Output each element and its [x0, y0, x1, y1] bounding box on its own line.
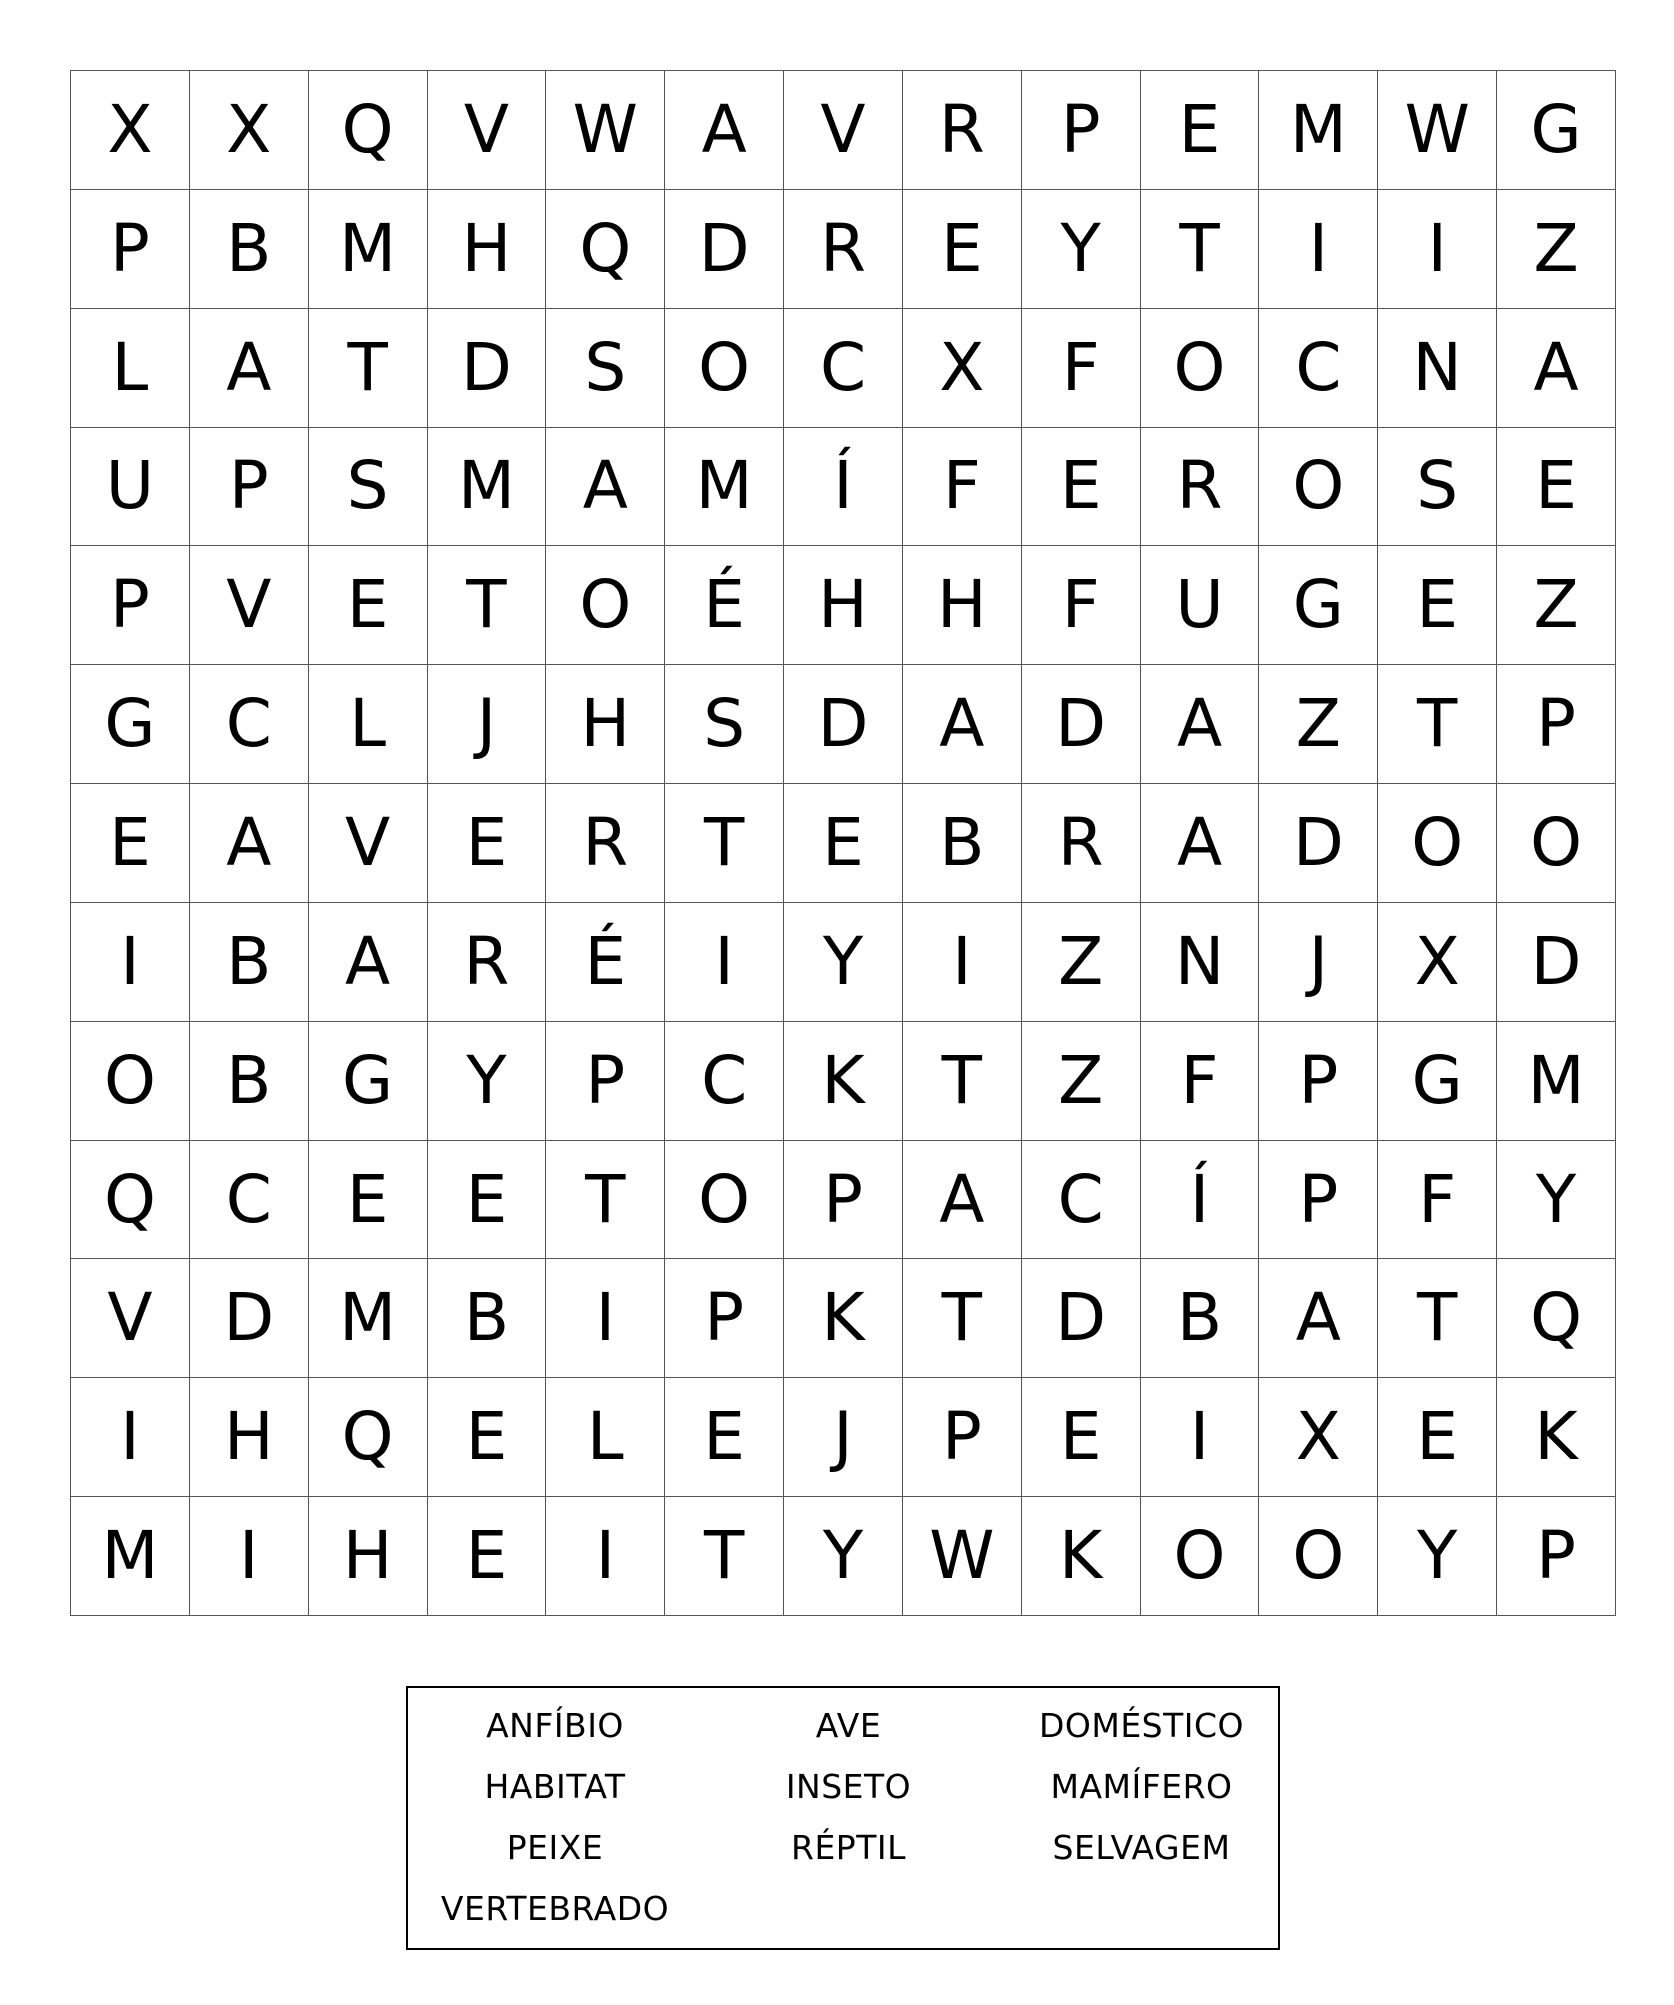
grid-cell[interactable]: Y: [1497, 1141, 1616, 1260]
grid-cell[interactable]: Z: [1259, 665, 1378, 784]
grid-cell[interactable]: Z: [1497, 190, 1616, 309]
grid-cell[interactable]: B: [190, 190, 309, 309]
grid-cell[interactable]: L: [309, 665, 428, 784]
grid-cell[interactable]: Y: [1378, 1497, 1497, 1616]
grid-cell[interactable]: É: [665, 546, 784, 665]
word-list-item: SELVAGEM: [1052, 1828, 1231, 1867]
grid-cell[interactable]: C: [1022, 1141, 1141, 1260]
grid-cell[interactable]: E: [903, 190, 1022, 309]
grid-cell[interactable]: D: [1022, 1259, 1141, 1378]
grid-cell[interactable]: P: [546, 1022, 665, 1141]
grid-cell[interactable]: T: [665, 784, 784, 903]
grid-cell[interactable]: Y: [1022, 190, 1141, 309]
grid-cell[interactable]: I: [546, 1259, 665, 1378]
grid-cell[interactable]: P: [1259, 1141, 1378, 1260]
grid-cell[interactable]: O: [546, 546, 665, 665]
grid-cell[interactable]: H: [546, 665, 665, 784]
word-list-item: INSETO: [785, 1767, 912, 1806]
grid-cell[interactable]: M: [71, 1497, 190, 1616]
word-list-item: PEIXE: [506, 1828, 604, 1867]
grid-cell[interactable]: C: [665, 1022, 784, 1141]
grid-cell[interactable]: T: [665, 1497, 784, 1616]
grid-cell[interactable]: H: [190, 1378, 309, 1497]
grid-cell[interactable]: G: [1378, 1022, 1497, 1141]
grid-cell[interactable]: F: [1378, 1141, 1497, 1260]
grid-cell[interactable]: U: [1141, 546, 1260, 665]
grid-cell[interactable]: L: [71, 309, 190, 428]
grid-cell[interactable]: P: [1497, 1497, 1616, 1616]
grid-cell[interactable]: O: [1497, 784, 1616, 903]
grid-cell[interactable]: O: [665, 309, 784, 428]
grid-cell[interactable]: F: [1141, 1022, 1260, 1141]
grid-cell[interactable]: Z: [1022, 903, 1141, 1022]
grid-cell[interactable]: Y: [428, 1022, 547, 1141]
grid-cell[interactable]: G: [1497, 71, 1616, 190]
grid-cell[interactable]: O: [1141, 309, 1260, 428]
grid-cell[interactable]: I: [71, 1378, 190, 1497]
grid-cell[interactable]: I: [665, 903, 784, 1022]
grid-cell[interactable]: L: [546, 1378, 665, 1497]
grid-cell[interactable]: A: [1141, 784, 1260, 903]
grid-cell[interactable]: E: [665, 1378, 784, 1497]
grid-cell[interactable]: E: [428, 1497, 547, 1616]
grid-cell[interactable]: X: [1378, 903, 1497, 1022]
grid-cell[interactable]: P: [784, 1141, 903, 1260]
grid-cell[interactable]: U: [71, 428, 190, 547]
grid-cell[interactable]: G: [71, 665, 190, 784]
word-list-item: HABITAT: [484, 1767, 626, 1806]
grid-cell[interactable]: M: [309, 1259, 428, 1378]
grid-cell[interactable]: X: [903, 309, 1022, 428]
grid-cell[interactable]: T: [309, 309, 428, 428]
grid-cell[interactable]: F: [903, 428, 1022, 547]
letter-grid: [70, 70, 1616, 1616]
grid-cell[interactable]: I: [903, 903, 1022, 1022]
grid-cell[interactable]: V: [71, 1259, 190, 1378]
grid-cell[interactable]: F: [1022, 309, 1141, 428]
grid-cell[interactable]: I: [1141, 1378, 1260, 1497]
grid-cell[interactable]: G: [309, 1022, 428, 1141]
grid-cell[interactable]: M: [1259, 71, 1378, 190]
grid-cell[interactable]: E: [428, 1378, 547, 1497]
grid-cell[interactable]: E: [428, 1141, 547, 1260]
grid-cell[interactable]: D: [1497, 903, 1616, 1022]
grid-cell[interactable]: É: [546, 903, 665, 1022]
grid-cell[interactable]: Q: [546, 190, 665, 309]
grid-cell[interactable]: D: [665, 190, 784, 309]
grid-cell[interactable]: Z: [1497, 546, 1616, 665]
grid-cell[interactable]: T: [546, 1141, 665, 1260]
grid-cell[interactable]: B: [1141, 1259, 1260, 1378]
grid-cell[interactable]: A: [1259, 1259, 1378, 1378]
grid-cell[interactable]: C: [190, 1141, 309, 1260]
grid-cell[interactable]: E: [1022, 428, 1141, 547]
grid-cell[interactable]: M: [428, 428, 547, 547]
grid-cell[interactable]: R: [1141, 428, 1260, 547]
grid-cell[interactable]: S: [665, 665, 784, 784]
grid-cell[interactable]: T: [903, 1259, 1022, 1378]
grid-cell[interactable]: B: [428, 1259, 547, 1378]
grid-cell[interactable]: T: [903, 1022, 1022, 1141]
grid-cell[interactable]: J: [428, 665, 547, 784]
grid-cell[interactable]: E: [428, 784, 547, 903]
grid-cell[interactable]: P: [665, 1259, 784, 1378]
grid-cell[interactable]: H: [784, 546, 903, 665]
grid-cell[interactable]: Y: [784, 1497, 903, 1616]
word-list-item: MAMÍFERO: [1050, 1767, 1233, 1806]
grid-cell[interactable]: O: [665, 1141, 784, 1260]
grid-cell[interactable]: E: [1141, 71, 1260, 190]
grid-cell[interactable]: Q: [309, 71, 428, 190]
grid-cell[interactable]: P: [71, 190, 190, 309]
grid-cell[interactable]: V: [190, 546, 309, 665]
grid-cell[interactable]: T: [428, 546, 547, 665]
grid-cell[interactable]: J: [784, 1378, 903, 1497]
grid-cell[interactable]: B: [190, 1022, 309, 1141]
grid-cell[interactable]: D: [1022, 665, 1141, 784]
grid-cell[interactable]: Í: [1141, 1141, 1260, 1260]
grid-cell[interactable]: O: [71, 1022, 190, 1141]
grid-cell[interactable]: I: [1378, 190, 1497, 309]
grid-cell[interactable]: Í: [784, 428, 903, 547]
grid-cell[interactable]: B: [190, 903, 309, 1022]
grid-cell[interactable]: O: [1259, 1497, 1378, 1616]
grid-cell[interactable]: I: [1259, 190, 1378, 309]
grid-cell[interactable]: A: [1141, 665, 1260, 784]
grid-cell[interactable]: D: [784, 665, 903, 784]
word-list: [408, 1706, 1278, 1950]
grid-cell[interactable]: W: [546, 71, 665, 190]
grid-cell[interactable]: M: [309, 190, 428, 309]
grid-cell[interactable]: P: [1022, 71, 1141, 190]
grid-cell[interactable]: I: [190, 1497, 309, 1616]
grid-cell[interactable]: C: [190, 665, 309, 784]
grid-cell[interactable]: T: [1378, 665, 1497, 784]
grid-cell[interactable]: E: [1378, 546, 1497, 665]
grid-cell[interactable]: E: [784, 784, 903, 903]
grid-cell[interactable]: N: [1141, 903, 1260, 1022]
grid-cell[interactable]: O: [1141, 1497, 1260, 1616]
word-list-item: VERTEBRADO: [440, 1889, 670, 1928]
grid-cell[interactable]: A: [309, 903, 428, 1022]
grid-cell[interactable]: Q: [309, 1378, 428, 1497]
word-list-item: ANFÍBIO: [486, 1706, 624, 1745]
grid-cell[interactable]: P: [190, 428, 309, 547]
grid-cell[interactable]: R: [1022, 784, 1141, 903]
word-list-item: AVE: [815, 1706, 882, 1745]
grid-cell[interactable]: E: [1497, 428, 1616, 547]
grid-cell[interactable]: A: [190, 784, 309, 903]
grid-cell[interactable]: E: [1378, 1378, 1497, 1497]
grid-cell[interactable]: R: [784, 190, 903, 309]
grid-cell[interactable]: T: [1141, 190, 1260, 309]
grid-cell[interactable]: K: [784, 1022, 903, 1141]
grid-cell[interactable]: H: [428, 190, 547, 309]
grid-cell[interactable]: X: [190, 71, 309, 190]
grid-cell[interactable]: E: [309, 546, 428, 665]
grid-cell[interactable]: D: [1259, 784, 1378, 903]
grid-cell[interactable]: P: [1259, 1022, 1378, 1141]
grid-cell[interactable]: V: [309, 784, 428, 903]
grid-cell[interactable]: O: [1378, 784, 1497, 903]
grid-cell[interactable]: O: [1259, 428, 1378, 547]
grid-cell[interactable]: I: [546, 1497, 665, 1616]
grid-cell[interactable]: Q: [1497, 1259, 1616, 1378]
grid-cell[interactable]: P: [1497, 665, 1616, 784]
grid-cell[interactable]: P: [71, 546, 190, 665]
grid-cell[interactable]: I: [71, 903, 190, 1022]
grid-cell[interactable]: K: [784, 1259, 903, 1378]
grid-cell[interactable]: X: [71, 71, 190, 190]
word-bank: [406, 1686, 1280, 1950]
grid-cell[interactable]: A: [903, 1141, 1022, 1260]
grid-cell[interactable]: V: [784, 71, 903, 190]
grid-cell[interactable]: K: [1022, 1497, 1141, 1616]
grid-cell[interactable]: P: [903, 1378, 1022, 1497]
grid-cell[interactable]: N: [1378, 309, 1497, 428]
grid-cell[interactable]: Q: [71, 1141, 190, 1260]
grid-cell[interactable]: W: [903, 1497, 1022, 1616]
grid-cell[interactable]: E: [71, 784, 190, 903]
grid-cell[interactable]: K: [1497, 1378, 1616, 1497]
grid-cell[interactable]: B: [903, 784, 1022, 903]
grid-cell[interactable]: A: [665, 71, 784, 190]
grid-cell[interactable]: E: [309, 1141, 428, 1260]
grid-cell[interactable]: C: [1259, 309, 1378, 428]
grid-cell[interactable]: S: [1378, 428, 1497, 547]
grid-cell[interactable]: X: [1259, 1378, 1378, 1497]
grid-cell[interactable]: S: [546, 309, 665, 428]
grid-cell[interactable]: M: [1497, 1022, 1616, 1141]
grid-cell[interactable]: S: [309, 428, 428, 547]
grid-cell[interactable]: R: [428, 903, 547, 1022]
grid-cell[interactable]: T: [1378, 1259, 1497, 1378]
grid-cell[interactable]: M: [665, 428, 784, 547]
grid-cell[interactable]: A: [190, 309, 309, 428]
grid-cell[interactable]: F: [1022, 546, 1141, 665]
grid-cell[interactable]: C: [784, 309, 903, 428]
grid-cell[interactable]: H: [309, 1497, 428, 1616]
grid-cell[interactable]: A: [546, 428, 665, 547]
grid-cell[interactable]: A: [1497, 309, 1616, 428]
grid-cell[interactable]: H: [903, 546, 1022, 665]
grid-cell[interactable]: J: [1259, 903, 1378, 1022]
grid-cell[interactable]: Y: [784, 903, 903, 1022]
grid-cell[interactable]: R: [546, 784, 665, 903]
grid-cell[interactable]: D: [428, 309, 547, 428]
word-list-item: RÉPTIL: [791, 1828, 906, 1867]
grid-cell[interactable]: E: [1022, 1378, 1141, 1497]
grid-cell[interactable]: A: [903, 665, 1022, 784]
grid-cell[interactable]: D: [190, 1259, 309, 1378]
grid-cell[interactable]: W: [1378, 71, 1497, 190]
word-list-item: DOMÉSTICO: [1038, 1706, 1245, 1745]
grid-cell[interactable]: G: [1259, 546, 1378, 665]
grid-cell[interactable]: Z: [1022, 1022, 1141, 1141]
grid-cell[interactable]: V: [428, 71, 547, 190]
grid-cell[interactable]: R: [903, 71, 1022, 190]
